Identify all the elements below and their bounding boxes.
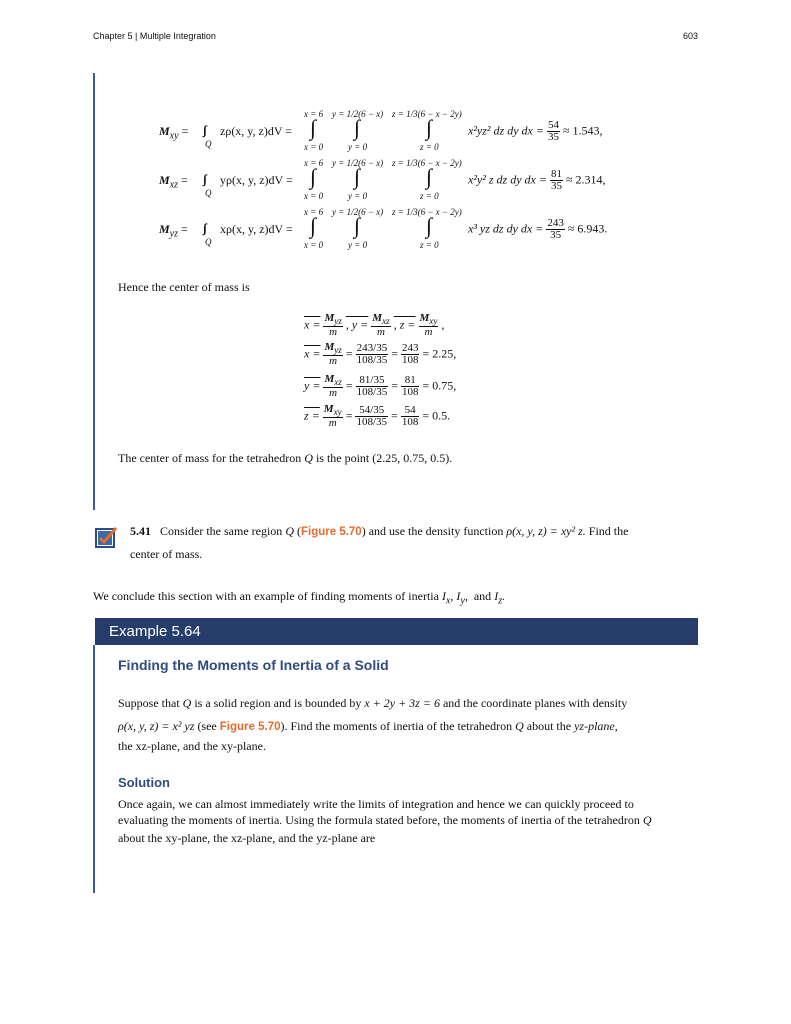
triple-integral-symbol: ∫∫∫ (203, 123, 204, 137)
triple-integrand: xρ(x, y, z)dV = (220, 222, 293, 236)
limit-z-upper: z = 1/3(6 − x − 2y) (392, 158, 462, 168)
integral-z: ∫ (426, 213, 433, 238)
moment-result: x²yz² dz dy dx = $\frac{54}{35}$ ≈ 1.543, (468, 119, 603, 143)
exercise-number: 5.41 (130, 524, 151, 538)
integral-x: ∫ (310, 164, 317, 189)
limit-z-lower: z = 0 (420, 191, 439, 201)
center-x-calc: x = $\frac{M_{yz}}{m}$ = $\frac{243/35}{108/35}$ = $\frac{243}{108}$ = 2.25, (304, 341, 457, 368)
triple-integrand: yρ(x, y, z)dV = (220, 173, 293, 187)
integral-x: ∫ (310, 115, 317, 140)
example-header (95, 618, 698, 645)
example-title: Example 5.64 (109, 623, 201, 640)
example-p3: the xz-plane, and the xy-plane. (118, 739, 266, 753)
center-z-calc: z = $\frac{M_{xy}}{m}$ = $\frac{54/35}{108/35}$ = $\frac{54}{108}$ = 0.5. (304, 403, 451, 430)
integral-y: ∫ (354, 115, 361, 140)
limit-x-lower: x = 0 (304, 142, 324, 152)
solution-line-2: evaluating the moments of inertia. Using the formula stated before, the moments of inertia of the tetrahedron Q (118, 813, 652, 827)
limit-x-upper: x = 6 (304, 109, 324, 119)
limit-y-upper: y = 1/2(6 − x) (332, 158, 384, 168)
example-p1: Suppose that Q is a solid region and is bounded by x + 2y + 3z = 6 and the coordinate planes with density (118, 696, 628, 710)
center-y-calc: y = $\frac{M_{xz}}{m}$ = $\frac{81/35}{108/35}$ = $\frac{81}{108}$ = 0.75, (304, 373, 457, 400)
hence-text: Hence the center of mass is (118, 280, 250, 294)
limit-x-lower: x = 0 (304, 191, 324, 201)
limit-z-lower: z = 0 (420, 240, 439, 250)
integral-z: ∫ (426, 115, 433, 140)
checkpoint-icon (94, 525, 118, 549)
limit-z-lower: z = 0 (420, 142, 439, 152)
example-subtitle: Finding the Moments of Inertia of a Solid (118, 657, 389, 673)
example-margin-bar (93, 73, 95, 510)
moment-result: x³ yz dz dy dx = $\frac{243}{35}$ ≈ 6.943. (468, 217, 608, 241)
page-number: 603 (682, 31, 698, 41)
limit-z-upper: z = 1/3(6 − x − 2y) (392, 109, 462, 119)
intro-text: We conclude this section with an example of finding moments of inertia $I_x$, $I_y$, and $I_z$. (93, 589, 506, 607)
exercise-continued: center of mass. (130, 547, 203, 561)
limit-z-upper: z = 1/3(6 − x − 2y) (392, 207, 462, 217)
limit-x-lower: x = 0 (304, 240, 324, 250)
moment-label: $M_{xy}$ = (159, 124, 189, 142)
integral-y: ∫ (354, 213, 361, 238)
solution-label: Solution (118, 775, 170, 790)
exercise-5-41: 5.41 Consider the same region Q (Figure 5.70) and use the density function ρ(x, y, z) = xy² z. Find the (130, 524, 629, 538)
solution-line-1: Once again, we can almost immediately write the limits of integration and hence we can quickly proceed to (118, 797, 634, 811)
example-margin-bar-2 (93, 645, 95, 893)
integral-z: ∫ (426, 164, 433, 189)
center-formula: x = $\frac{M_{yz}}{m}$ , y = $\frac{M_{xz}}{m}$ , z = $\frac{M_{xy}}{m}$ , (304, 312, 445, 339)
moment-label: $M_{xz}$ = (159, 173, 188, 191)
region-label: Q (205, 237, 212, 247)
triple-integral-symbol: ∫∫∫ (203, 221, 204, 235)
triple-integrand: zρ(x, y, z)dV = (220, 124, 293, 138)
region-label: Q (205, 188, 212, 198)
integral-x: ∫ (310, 213, 317, 238)
figure-5-70-link[interactable]: Figure 5.70 (300, 526, 362, 538)
solution-line-3: about the xy-plane, the xz-plane, and the yz-plane are (118, 831, 376, 845)
triple-integral-symbol: ∫∫∫ (203, 172, 204, 186)
limit-y-lower: y = 0 (348, 142, 368, 152)
moment-label: $M_{yz}$ = (159, 222, 188, 240)
limit-y-lower: y = 0 (348, 191, 368, 201)
limit-y-upper: y = 1/2(6 − x) (332, 109, 384, 119)
conclusion-text: The center of mass for the tetrahedron Q is the point (2.25, 0.75, 0.5). (118, 451, 453, 465)
chapter-title: Chapter 5 | Multiple Integration (93, 31, 216, 41)
integral-y: ∫ (354, 164, 361, 189)
example-p2: ρ(x, y, z) = x² yz (see Figure 5.70). Find the moments of inertia of the tetrahedron Q about the yz-plane, (118, 719, 618, 733)
figure-5-70-link[interactable]: Figure 5.70 (219, 721, 281, 733)
region-label: Q (205, 139, 212, 149)
moment-result: x²y² z dz dy dx = $\frac{81}{35}$ ≈ 2.314, (468, 168, 606, 192)
limit-x-upper: x = 6 (304, 158, 324, 168)
limit-x-upper: x = 6 (304, 207, 324, 217)
limit-y-upper: y = 1/2(6 − x) (332, 207, 384, 217)
limit-y-lower: y = 0 (348, 240, 368, 250)
